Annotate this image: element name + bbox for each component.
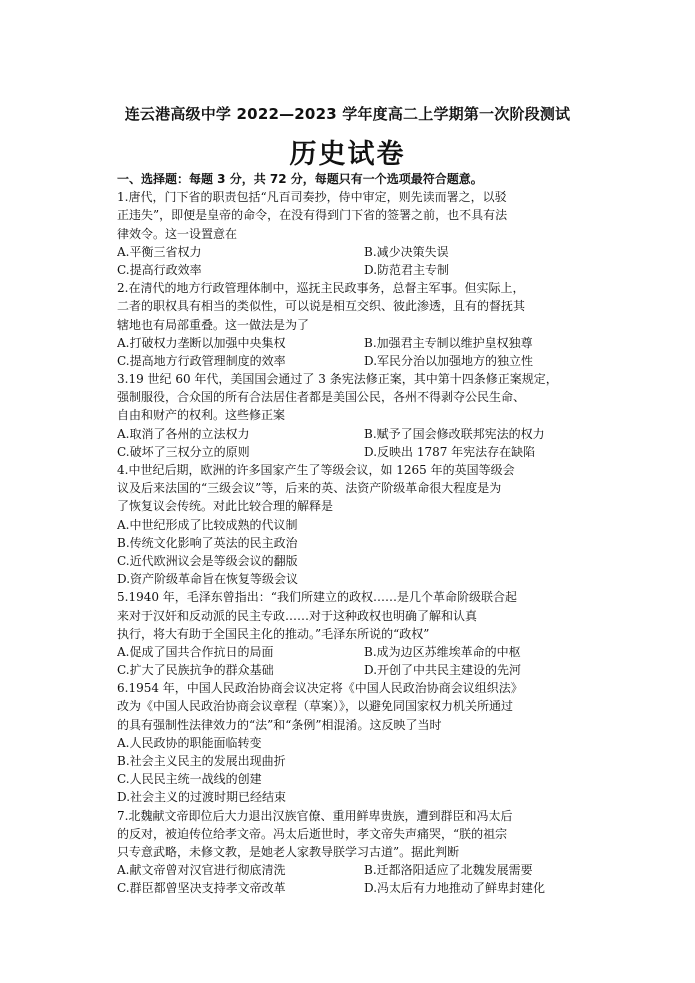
question-stem-line: 7.北魏献文帝即位后大力退出汉族官僚、重用鲜卑贵族，遭到群臣和冯太后 [117, 808, 513, 823]
option-b: B.赋予了国会修改联邦宪法的权力 [364, 426, 545, 441]
option-a: A.平衡三省权力 [117, 244, 202, 259]
option-d: D.防范君主专制 [364, 262, 450, 277]
question-stem-line: 正违失”，即便是皇帝的命令，在没有得到门下省的签署之前，也不具有法 [117, 208, 508, 223]
option-d: D.资产阶级革命旨在恢复等级会议 [117, 572, 299, 587]
subject-title: 历史试卷 [289, 139, 406, 170]
option-row [117, 861, 579, 879]
question-stem-line: 了恢复议会传统。对此比较合理的解释是 [117, 499, 334, 514]
question-stem-line: 的反对，被迫传位给孝文帝。冯太后逝世时，孝文帝失声痛哭，“朕的祖宗 [117, 826, 508, 841]
option-d: D.开创了中共民主建设的先河 [364, 663, 522, 678]
option-c: C.近代欧洲议会是等级会议的翻版 [117, 553, 298, 568]
question-6 [117, 679, 579, 806]
option-row [117, 352, 579, 370]
exam-body [117, 170, 579, 898]
question-stem-line: 2.在清代的地方行政管理体制中，巡抚主民政事务，总督主军事。但实际上， [117, 281, 525, 296]
option-c: C.破坏了三权分立的原则 [117, 444, 250, 459]
question-stem-line: 3.19 世纪 60 年代，美国国会通过了 3 条宪法修正案，其中第十四条修正案规定， [117, 372, 558, 387]
option-d: D.社会主义的过渡时期已经结束 [117, 790, 287, 805]
question-stem-line: 律效令。这一设置意在 [117, 226, 238, 241]
option-c: C.群臣都曾坚决支持孝文帝改革 [117, 881, 286, 896]
option-b: B.成为边区苏维埃革命的中枢 [364, 644, 521, 659]
question-stem-line: 5.1940 年，毛泽东曾指出：“我们所建立的政权……是几个革命阶级联合起 [117, 590, 517, 605]
question-5 [117, 588, 579, 679]
option-a: A.促成了国共合作抗日的局面 [117, 644, 274, 659]
option-c: C.提高行政效率 [117, 262, 202, 277]
question-stem-line: 辖地也有局部重叠。这一做法是为了 [117, 317, 310, 332]
school-exam-title: 连云港高级中学 2022—2023 学年度高二上学期第一次阶段测试 [124, 105, 571, 123]
option-row [117, 643, 579, 661]
option-row [117, 243, 579, 261]
question-stem-line: 自由和财产的权利。这些修正案 [117, 408, 286, 423]
option-d: D.军民分治以加强地方的独立性 [364, 353, 534, 368]
option-row [117, 261, 579, 279]
option-b: B.迁都洛阳适应了北魏发展需要 [364, 863, 533, 878]
question-stem-line: 改为《中国人民政治协商会议章程（草案）》，以避免同国家权力机关所通过 [117, 699, 514, 714]
option-a: A.中世纪形成了比较成熟的代议制 [117, 517, 298, 532]
option-b: B.加强君主专制以维护皇权独尊 [364, 335, 533, 350]
question-stem-line: 4.中世纪后期，欧洲的许多国家产生了等级会议，如 1265 年的英国等级会 [117, 463, 515, 477]
question-stem-line: 来对于汉奸和反动派的民主专政……对于这种政权也明确了解和认真 [117, 608, 478, 623]
option-a: A.打破权力垄断以加强中央集权 [117, 335, 286, 350]
option-b: B.社会主义民主的发展出现曲折 [117, 754, 286, 768]
question-stem-line: 议及后来法国的“三级会议”等，后来的英、法资产阶级革命很大程度是为 [117, 481, 502, 496]
option-c: C.扩大了民族抗争的群众基础 [117, 663, 274, 678]
option-a: A.取消了各州的立法权力 [117, 426, 250, 441]
option-c: C.人民民主统一战线的创建 [117, 772, 262, 787]
option-d: D.冯太后有力地推动了鲜卑封建化 [364, 881, 546, 896]
option-row [117, 334, 579, 352]
option-b: B.传统文化影响了英法的民主政治 [117, 535, 298, 550]
option-b: B.减少决策失误 [364, 244, 449, 259]
question-stem-line: 6.1954 年，中国人民政治协商会议决定将《中国人民政治协商会议组织法》 [117, 681, 523, 696]
question-2 [117, 279, 579, 370]
option-d: D.反映出 1787 年宪法存在缺陷 [364, 444, 536, 459]
question-7 [117, 807, 579, 898]
question-stem-line: 执行，将大有助于全国民主化的推动。”毛泽东所说的“政权” [117, 626, 430, 641]
question-1 [117, 188, 579, 279]
question-stem-line: 只专意武略，未修文教，是她老人家教导朕学习古道”。据此判断 [117, 844, 460, 859]
question-stem-line: 二者的职权具有相当的类似性，可以说是相互交织、彼此渗透，且有的督抚其 [117, 299, 526, 314]
question-3 [117, 370, 579, 461]
question-stem-line: 强制服役，合众国的所有合法居住者都是美国公民，各州不得剥夺公民生命、 [117, 390, 526, 405]
question-stem-line: 1.唐代，门下省的职责包括“凡百司奏抄，侍中审定，则先读而署之，以驳 [117, 190, 507, 205]
question-4 [117, 461, 579, 588]
option-a: A.献文帝曾对汉官进行彻底清洗 [117, 863, 286, 878]
option-row [117, 661, 579, 679]
section-heading: 一、选择题：每题 3 分，共 72 分，每题只有一个选项最符合题意。 [117, 172, 483, 186]
option-row [117, 425, 579, 443]
option-a: A.人民政协的职能面临转变 [117, 735, 262, 750]
option-c: C.提高地方行政管理制度的效率 [117, 353, 286, 368]
option-row [117, 443, 579, 461]
question-stem-line: 的具有强制性法律效力的“法”和“条例”相混淆。这反映了当时 [117, 717, 442, 732]
option-row [117, 879, 579, 897]
